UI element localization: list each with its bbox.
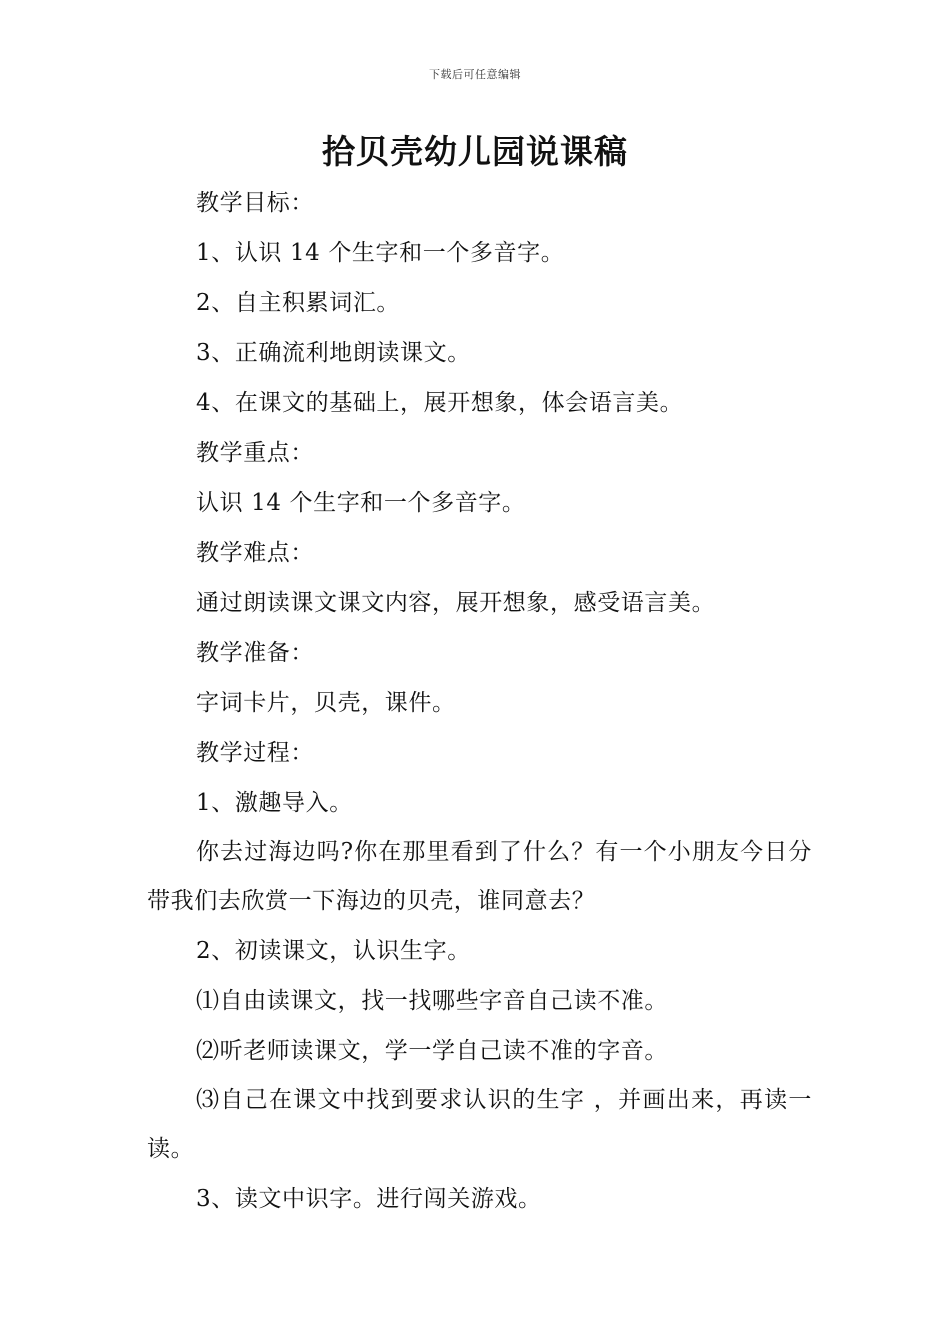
document-body <box>147 178 812 1224</box>
section-heading-process: 教学过程： <box>196 740 314 766</box>
header-note: 下载后可任意编辑 <box>429 68 521 81</box>
objective-item: 1、认识 14 个生字和一个多音字。 <box>196 240 565 266</box>
preparation-text: 字词卡片，贝壳，课件。 <box>196 690 456 716</box>
process-substep: ⑴自由读课文，找一找哪些字音自己读不准。 <box>196 988 668 1014</box>
process-substep: ⑶自己在课文中找到要求认识的生字 ，并画出来，再读一读。 <box>147 1087 812 1162</box>
objective-item: 4、在课文的基础上，展开想象，体会语言美。 <box>196 390 684 416</box>
section-heading-key-points: 教学重点： <box>196 440 314 466</box>
key-point-text: 认识 14 个生字和一个多音字。 <box>196 490 526 516</box>
objective-item: 2、自主积累词汇。 <box>196 290 401 316</box>
process-step: 3、读文中识字。进行闯关游戏。 <box>196 1186 542 1212</box>
process-paragraph: 你去过海边吗?你在那里看到了什么？有一个小朋友今日分带我们去欣赏一下海边的贝壳，谁同意去？ <box>147 839 812 914</box>
process-substep: ⑵听老师读课文，学一学自己读不准的字音。 <box>196 1038 668 1064</box>
section-heading-objectives: 教学目标： <box>196 190 314 216</box>
section-heading-difficulties: 教学难点： <box>196 540 314 566</box>
difficulty-text: 通过朗读课文课文内容，展开想象，感受语言美。 <box>196 590 716 616</box>
process-step: 1、激趣导入。 <box>196 790 353 816</box>
objective-item: 3、正确流利地朗读课文。 <box>196 340 471 366</box>
document-title: 拾贝壳幼儿园说课稿 <box>322 132 628 171</box>
process-step: 2、初读课文，认识生字。 <box>196 938 471 964</box>
section-heading-preparation: 教学准备： <box>196 640 314 666</box>
